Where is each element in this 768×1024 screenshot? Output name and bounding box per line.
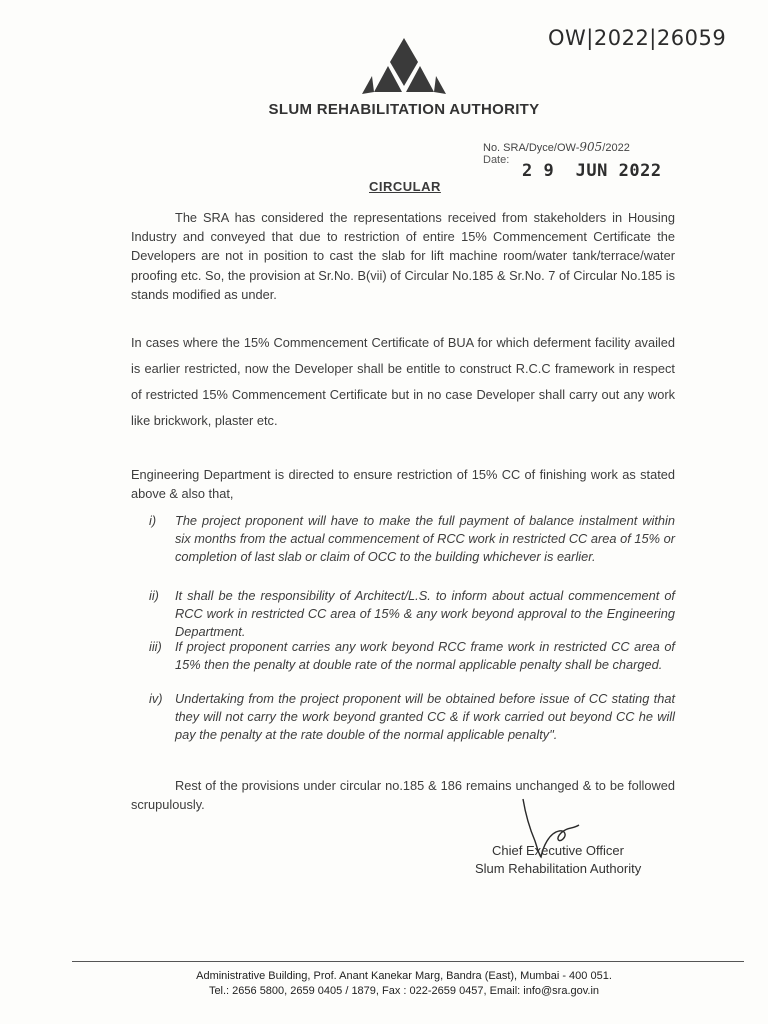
list-item-text: If project proponent carries any work beyond RCC frame work in restricted CC area of 15% then the penalty at double rate of the normal applicable penalty shall be charged. — [175, 639, 675, 672]
list-item — [149, 690, 675, 744]
paragraph-intro: The SRA has considered the representations received from stakeholders in Housing Industry and conveyed that due to restriction of entire 15% Commencement Certificate the Developers are not in position to cast the slab for lift machine room/water tank/terrace/water proofing etc. So, the provision at Sr.No. B(vii) of Circular No.185 & Sr.No. 7 of Circular No.185 is stands modified as under. — [131, 210, 675, 302]
signatory-title: Chief Executive Officer — [492, 843, 624, 858]
list-item-numeral: i) — [149, 513, 157, 528]
list-item-text: It shall be the responsibility of Architect/L.S. to inform about actual commencement of RCC work in restricted CC area of 15% & any work beyond approval to the Engineering Department. — [175, 588, 675, 639]
footer-divider — [72, 961, 744, 962]
date-label: Date: — [483, 154, 510, 166]
reference-suffix: /2022 — [602, 142, 630, 154]
list-item-numeral: iv) — [149, 691, 163, 706]
list-item-text: Undertaking from the project proponent will be obtained before issue of CC stating that they will not carry the work beyond granted CC & if work carried out beyond CC he will pay the penalty at the rate double of the normal applicable penalty". — [175, 691, 675, 742]
footer-contact: Tel.: 2656 5800, 2659 0405 / 1879, Fax : 022-2659 0457, Email: info@sra.gov.in — [208, 985, 600, 997]
list-item — [149, 587, 675, 641]
handwritten-reference: OW|2022|26059 — [548, 26, 727, 50]
reference-prefix: No. SRA/Dyce/OW- — [483, 142, 580, 154]
list-item-numeral: iii) — [149, 639, 162, 654]
list-item — [149, 512, 675, 566]
footer-address: Administrative Building, Prof. Anant Kanekar Marg, Bandra (East), Mumbai - 400 051. — [196, 970, 612, 982]
paragraph-closing: Rest of the provisions under circular no.185 & 186 remains unchanged & to be followed scrupulously. — [131, 778, 675, 813]
list-item-text: The project proponent will have to make the full payment of balance instalment within six months from the actual commencement of RCC work in restricted CC area of 15% or completion of last slab or claim of OCC to the building whichever is earlier. — [175, 513, 675, 564]
date-stamp: 2 9 JUN 2022 — [522, 161, 662, 181]
document-title: CIRCULAR — [369, 179, 441, 194]
reference-handwritten-number: 905 — [579, 140, 603, 154]
reference-number — [483, 140, 630, 154]
organization-name: SLUM REHABILITATION AUTHORITY — [268, 101, 540, 118]
signatory-organization: Slum Rehabilitation Authority — [475, 861, 642, 876]
sra-logo-icon — [360, 36, 448, 96]
list-item — [149, 638, 675, 674]
paragraph-modification: In cases where the 15% Commencement Certificate of BUA for which deferment facility availed is earlier restricted, now the Developer shall be entitle to construct R.C.C framework in respect of restricted 15% Commencement Certificate but in no case Developer shall carry out any work like brickwork, plaster etc. — [131, 335, 675, 428]
list-item-numeral: ii) — [149, 588, 159, 603]
paragraph-directive: Engineering Department is directed to ensure restriction of 15% CC of finishing work as stated above & also that, — [131, 467, 675, 502]
